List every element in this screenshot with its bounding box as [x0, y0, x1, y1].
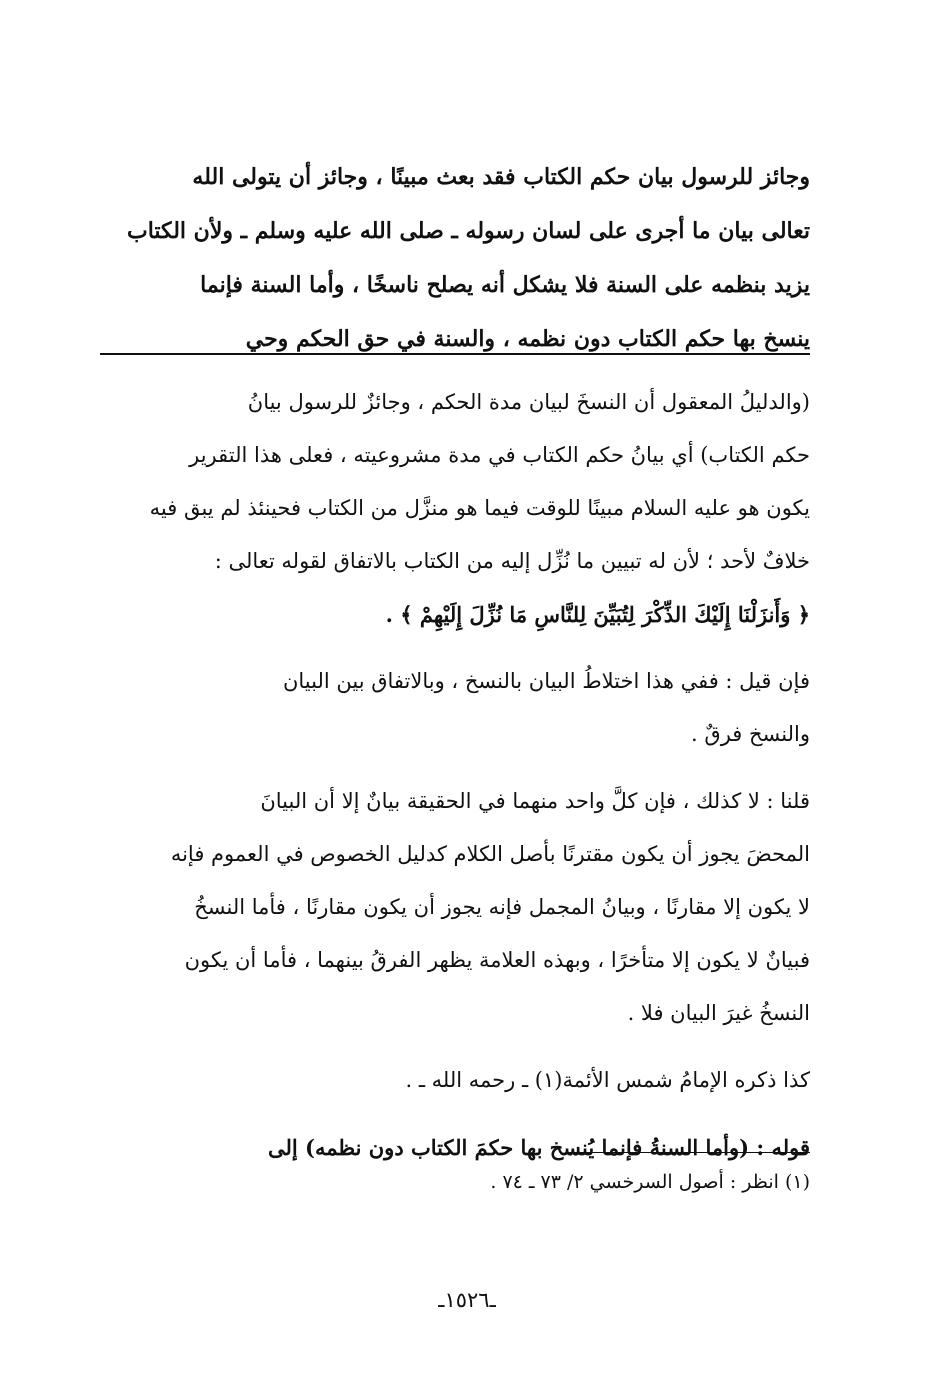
matn-line: تعالى بيان ما أجرى على لسان رسوله ـ صلى الله عليه وسلم ـ ولأن الكتاب: [127, 218, 810, 244]
sharh-line: (والدليلُ المعقول أن النسخَ لبيان مدة الحكم ، وجائزٌ للرسول بيانُ: [247, 390, 810, 414]
section-divider: [100, 353, 810, 355]
page-number: ـ١٥٢٦ـ: [438, 1288, 496, 1312]
matn-line: وجائز للرسول بيان حكم الكتاب فقد بعث مبينًا ، وجائز أن يتولى الله: [192, 164, 810, 190]
sharh-line: لا يكون إلا مقارنًا ، وبيانُ المجمل فإنه يجوز أن يكون مقارنًا ، فأما النسخُ: [194, 895, 810, 919]
quran-verse: ﴿ وَأَنزَلْنَا إِلَيْكَ الذِّكْرَ لِتُبَيِّنَ لِلنَّاسِ مَا نُزِّلَ إِلَيْهِمْ ﴾ .: [385, 602, 810, 627]
sharh-line: والنسخ فرقٌ .: [691, 722, 810, 746]
sharh-line: كذا ذكره الإمامُ شمس الأئمة(١) ـ رحمه الله ـ .: [405, 1068, 810, 1092]
sharh-line: قوله : (وأما السنةُ فإنما يُنسخ بها حكمَ الكتاب دون نظمه) إلى: [267, 1135, 810, 1160]
sharh-text: [100, 376, 810, 1174]
paragraph-gap: [100, 1040, 810, 1054]
sharh-line: النسخُ غيرَ البيان فلا .: [627, 1001, 810, 1025]
paragraph-gap: [100, 1107, 810, 1121]
sharh-line: خلافٌ لأحد ؛ لأن له تبيين ما نُزِّل إليه من الكتاب بالاتفاق لقوله تعالى :: [214, 549, 810, 573]
sharh-line: فبيانٌ لا يكون إلا متأخرًا ، وبهذه العلامة يظهر الفرقُ بينهما ، فأما أن يكون: [184, 948, 810, 972]
sharh-line: يكون هو عليه السلام مبينًا للوقت فيما هو منزَّل من الكتاب فحينئذ لم يبق فيه: [149, 496, 810, 520]
sharh-line: قلنا : لا كذلك ، فإن كلَّ واحد منهما في الحقيقة بيانٌ إلا أن البيانَ: [260, 789, 810, 813]
sharh-line: فإن قيل : ففي هذا اختلاطُ البيان بالنسخ ، وبالاتفاق بين البيان: [282, 669, 810, 693]
footnote-divider: [565, 1152, 810, 1153]
paragraph-gap: [100, 761, 810, 775]
footnote: (١) انظر : أصول السرخسي ٢/ ٧٣ ـ ٧٤ .: [490, 1171, 810, 1193]
paragraph-gap: [100, 641, 810, 655]
sharh-line: المحضَ يجوز أن يكون مقترنًا بأصل الكلام كدليل الخصوص في العموم فإنه: [170, 842, 810, 866]
matn-text: [100, 150, 810, 366]
matn-line: ينسخ بها حكم الكتاب دون نظمه ، والسنة في حق الحكم وحي: [245, 326, 810, 352]
sharh-line: حكم الكتاب) أي بيانُ حكم الكتاب في مدة مشروعيته ، فعلى هذا التقرير: [189, 443, 810, 467]
matn-line: يزيد بنظمه على السنة فلا يشكل أنه يصلح ناسخًا ، وأما السنة فإنما: [200, 272, 810, 298]
